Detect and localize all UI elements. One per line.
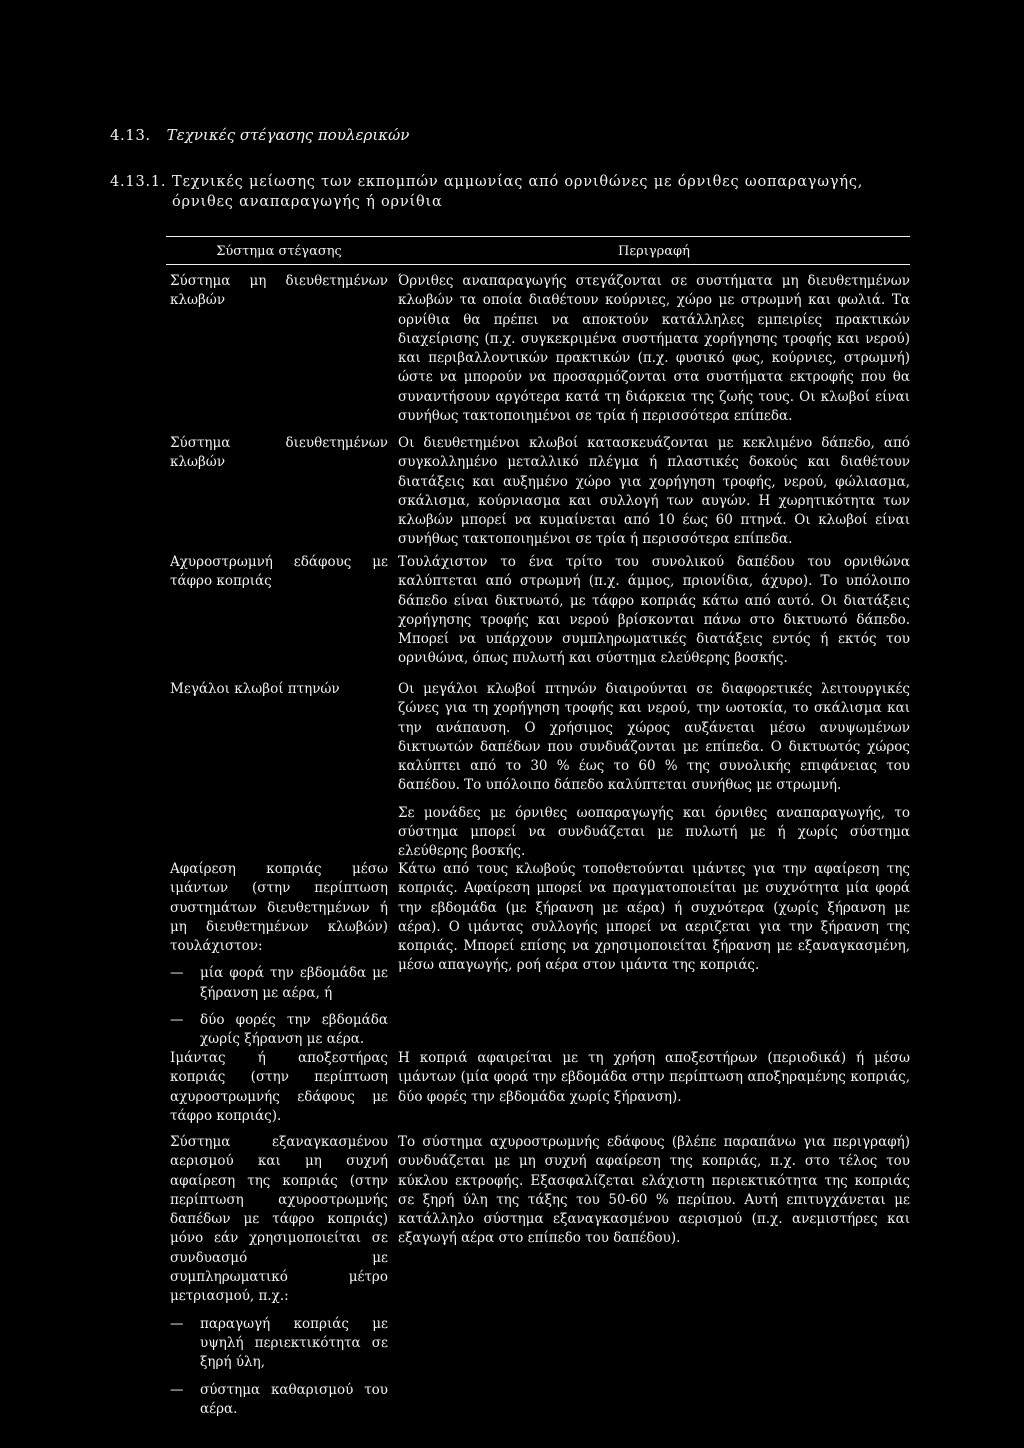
dash-bullet-icon: — xyxy=(170,965,184,982)
list-item xyxy=(170,1381,388,1420)
list-item xyxy=(170,1315,388,1373)
description-cell xyxy=(398,553,910,669)
list-item-text: σύστημα καθαρισμού του αέρα. xyxy=(200,1381,388,1417)
section-title: Τεχνικές στέγασης πουλερικών xyxy=(166,126,410,144)
description-cell xyxy=(398,272,910,426)
system-name: Σύστημα μη διευθετημένων κλωβών xyxy=(170,273,388,309)
description-text: Κάτω από τους κλωβούς τοποθετούνται ιμάντες για την αφαίρεση της κοπριάς. Αφαίρεση μπορεί να πραγματοποιείται με συχνότητα μία φορά την εβδομάδα (με ξήρανση με αέρα) ή συχνότερα (χωρίς ξήρανση με αέρα). Ο ιμάντας συλλογής μπορεί να αεριζεται για την ξήρανση της κοπριάς. Μπορεί επίσης να χρησιμοποιείται ξήρανση με εξαναγκασμένη, μέσω απαγωγής, ροή αέρα στον ιμάντα της κοπριάς. xyxy=(398,861,910,974)
list-item xyxy=(170,1011,388,1050)
dash-bullet-icon: — xyxy=(170,1381,184,1398)
system-name: Αχυροστρωμνή εδάφους με τάφρο κοπριάς xyxy=(170,554,388,590)
list-item-text: παραγωγή κοπριάς με υψηλή περιεκτικότητα σε ξηρή ύλη, xyxy=(200,1315,388,1371)
system-name: Μεγάλοι κλωβοί πτηνών xyxy=(170,681,340,697)
system-cell xyxy=(170,1049,388,1126)
description-cell xyxy=(398,434,910,550)
description-cell xyxy=(398,1133,910,1249)
description-cell xyxy=(398,680,910,862)
system-cell xyxy=(170,553,388,592)
dash-bullet-icon: — xyxy=(170,1012,184,1029)
dash-bullet-icon: — xyxy=(170,1315,184,1332)
description-text: Η κοπριά αφαιρείται με τη χρήση αποξεστήρων (περιοδικά) ή μέσω ιμάντων (μία φορά την εβδομάδα στην περίπτωση αποξηραμένης κοπριάς, δύο φορές την εβδομάδα χωρίς ξήρανση). xyxy=(398,1050,910,1105)
description-text: Σε μονάδες με όρνιθες ωοπαραγωγής και όρνιθες αναπαραγωγής, το σύστημα μπορεί να συνδυάζεται με πυλωτή με ή χωρίς σύστημα ελεύθερης βοσκής. xyxy=(398,804,910,860)
system-cell xyxy=(170,680,388,699)
subsection-title: Τεχνικές μείωσης των εκπομπών αμμωνίας από ορνιθώνες με όρνιθες ωοπαραγωγής, όρνιθες αναπαραγωγής ή ορνίθια xyxy=(172,174,864,210)
list-item-text: δύο φορές την εβδομάδα χωρίς ξήρανση με αέρα. xyxy=(200,1012,388,1048)
description-cell xyxy=(398,860,910,976)
system-name: Σύστημα διευθετημένων κλωβών xyxy=(170,435,388,471)
system-name: Αφαίρεση κοπριάς μέσω ιμάντων (στην περίπτωση συστημάτων διευθετημένων ή μη διευθετημένων κλωβών) τουλάχιστον: xyxy=(170,861,388,955)
description-text: Τουλάχιστον το ένα τρίτο του συνολικού δαπέδου του ορνιθώνα καλύπτεται από στρωμνή (π.χ. άμμος, πριονίδια, άχυρο). Το υπόλοιπο δάπεδο είναι δικτυωτό, με τάφρο κοπριάς κάτω από αυτό. Οι διατάξεις χορήγησης τροφής και νερού βρίσκονται πάνω στο δικτυωτό δάπεδο. Μπορεί να υπάρχουν συμπληρωματικές διατάξεις εντός ή εκτός του ορνιθώνα, όπως πυλωτή και σύστημα ελεύθερης βοσκής. xyxy=(398,554,910,667)
list-item-text: μία φορά την εβδομάδα με ξήρανση με αέρα, ή xyxy=(200,965,388,1001)
list-item xyxy=(170,964,388,1003)
system-cell xyxy=(170,434,388,473)
section-heading xyxy=(110,126,409,144)
system-cell xyxy=(170,272,388,311)
description-text: Όρνιθες αναπαραγωγής στεγάζονται σε συστήματα μη διευθετημένων κλωβών τα οποία διαθέτουν κούρνιες, χώρο με στρωμνή και φωλιά. Τα ορνίθια θα πρέπει να αποκτούν κατάλληλες εμπειρίες πρακτικών διαχείρισης (π.χ. συγκεκριμένα συστήματα χορήγησης τροφής και νερού) και περιβαλλοντικών πρακτικών (π.χ. φυσικό φως, κούρνιες, στρωμνή) ώστε να μπορούν να προσαρμόζονται στα συστήματα εκτροφής που θα συναντήσουν αργότερα κατά τη διάρκεια της ζωής τους. Οι κλωβοί είναι συνήθως τακτοποιημένοι σε τρία ή περισσότερα επίπεδα. xyxy=(398,273,910,425)
column-header-system: Σύστημα στέγασης xyxy=(216,244,342,259)
description-cell xyxy=(398,1049,910,1107)
description-text: Οι μεγάλοι κλωβοί πτηνών διαιρούνται σε διαφορετικές λειτουργικές ζώνες για τη χορήγηση τροφής και νερού, την ωοτοκία, το σκάλισμα και την ανάπαυση. Ο χρήσιμος χώρος αυξάνεται μέσω ανυψωμένων δικτυωτών δαπέδων που συνδυάζονται με επίπεδα. Ο δικτυωτός χώρος καλύπτει από το 30 % έως το 60 % της συνολικής επιφάνειας του δαπέδου. Το υπόλοιπο δάπεδο καλύπτεται συνήθως με στρωμνή. xyxy=(398,681,910,794)
system-name: Ιμάντας ή αποξεστήρας κοπριάς (στην περίπτωση αχυροστρωμνής εδάφους με τάφρο κοπριάς). xyxy=(170,1050,388,1124)
column-header-description: Περιγραφή xyxy=(618,244,690,259)
subsection-number: 4.13.1. xyxy=(110,174,167,190)
system-cell xyxy=(170,860,388,1050)
subsection-heading xyxy=(110,172,910,212)
table-top-rule xyxy=(166,236,910,237)
description-text: Το σύστημα αχυροστρωμνής εδάφους (βλέπε παραπάνω για περιγραφή) συνδυάζεται με μη συχνή αφαίρεση της κοπριάς, π.χ. στο τέλος του κύκλου εκτροφής. Εξασφαλίζεται ελάχιστη περιεκτικότητα της κοπριάς σε ξηρή ύλη της τάξης του 50-60 % περίπου. Αυτή επιτυγχάνεται με κατάλληλο σύστημα εξαναγκασμένου αερισμού (π.χ. ανεμιστήρες και εξαγωγή αέρα στο επίπεδο του δαπέδου). xyxy=(398,1134,910,1247)
system-cell xyxy=(170,1133,388,1419)
section-number: 4.13. xyxy=(110,126,151,144)
system-name: Σύστημα εξαναγκασμένου αερισμού και μη συχνή αφαίρεση της κοπριάς (στην περίπτωση αχυροστρωμνής δαπέδων με τάφρο κοπριάς) μόνο εάν χρησιμοποιείται σε συνδυασμό με συμπληρωματικό μέτρο μετριασμού, π.χ.: xyxy=(170,1134,388,1305)
description-text: Οι διευθετημένοι κλωβοί κατασκευάζονται με κεκλιμένο δάπεδο, από συγκολλημένο μεταλλικό πλέγμα ή πλαστικές δοκούς και διαθέτουν διατάξεις και αυξημένο χώρο για χορήγηση τροφής, νερού, φώλιασμα, σκάλισμα, κούρνιασμα και συλλογή των αυγών. Η χωρητικότητα των κλωβών μπορεί να κυμαίνεται από 10 έως 60 πτηνά. Οι κλωβοί είναι συνήθως τακτοποιημένοι σε τρία ή περισσότερα επίπεδα. xyxy=(398,435,910,548)
table-header-rule xyxy=(166,264,910,265)
